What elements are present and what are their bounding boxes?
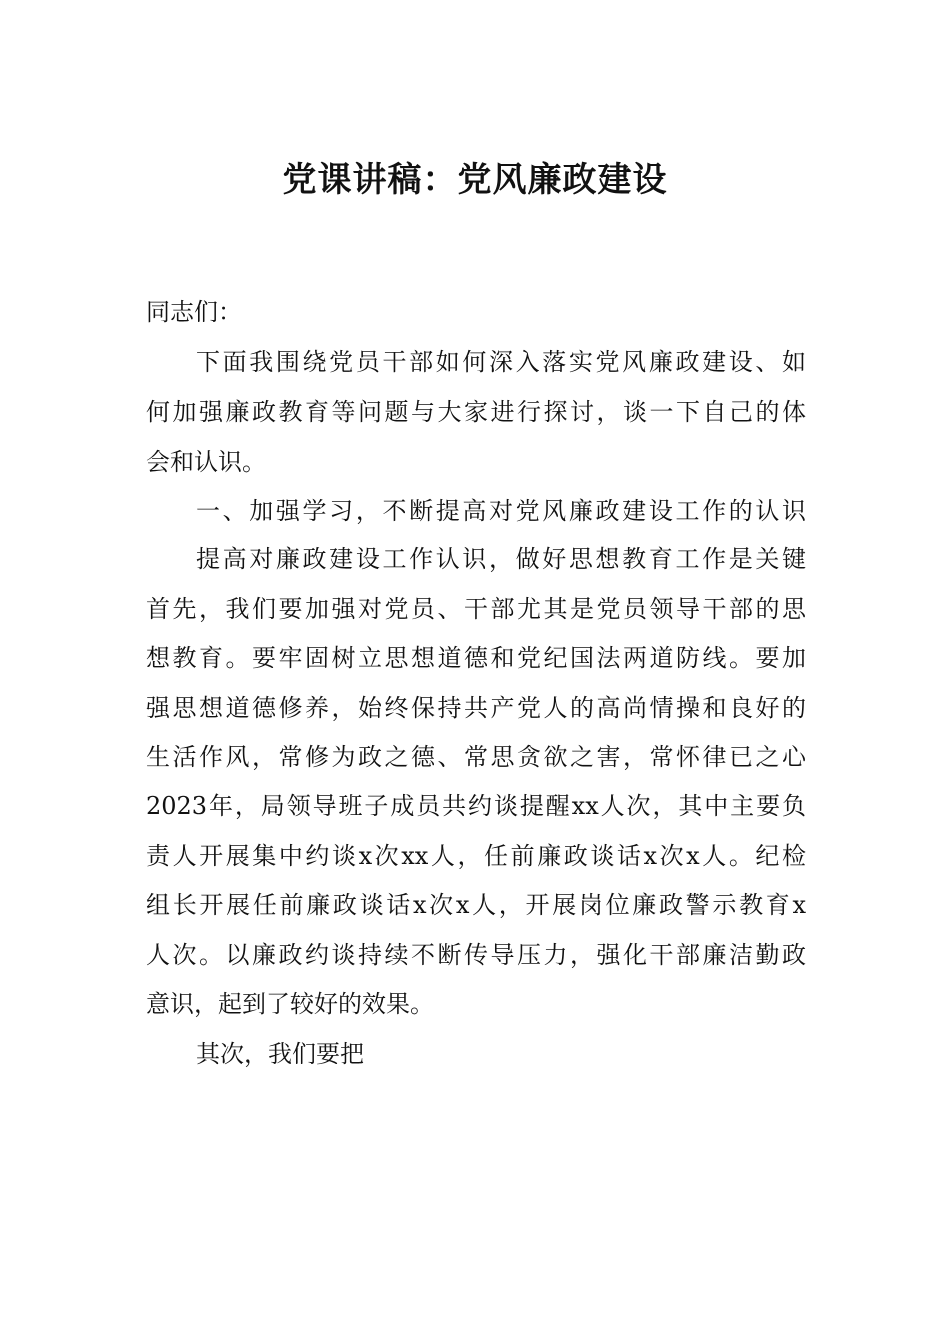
paragraph-line: 强思想道德修养，始终保持共产党人的高尚情操和良好的 (146, 694, 806, 722)
paragraph-line: 想教育。要牢固树立思想道德和党纪国法两道防线。要加 (146, 644, 806, 672)
paragraph-line: 意识，起到了较好的效果。 (146, 990, 434, 1018)
paragraph-line: 会和认识。 (146, 448, 266, 476)
paragraph-line: 首先，我们要加强对党员、干部尤其是党员领导干部的思 (146, 595, 806, 623)
salutation: 同志们： (146, 298, 242, 326)
paragraph-line: 其次，我们要把 (196, 1040, 364, 1068)
document-title: 党课讲稿：党风廉政建设 (282, 160, 668, 200)
paragraph-line: 组长开展任前廉政谈话x次x人，开展岗位廉政警示教育x (146, 891, 806, 919)
paragraph-line: 下面我围绕党员干部如何深入落实党风廉政建设、如 (196, 348, 806, 376)
paragraph-line: 生活作风，常修为政之德、常思贪欲之害，常怀律已之心 (146, 743, 806, 771)
section-heading: 一、加强学习，不断提高对党风廉政建设工作的认识 (196, 497, 806, 525)
paragraph-line: 责人开展集中约谈x次xx人，任前廉政谈话x次x人。纪检 (146, 842, 806, 870)
paragraph-line: 人次。以廉政约谈持续不断传导压力，强化干部廉洁勤政 (146, 941, 806, 969)
paragraph-line: 提高对廉政建设工作认识，做好思想教育工作是关键 (196, 545, 806, 573)
paragraph-line: 2023年，局领导班子成员共约谈提醒xx人次，其中主要负 (146, 792, 806, 820)
paragraph-line: 何加强廉政教育等问题与大家进行探讨，谈一下自己的体 (146, 398, 806, 426)
